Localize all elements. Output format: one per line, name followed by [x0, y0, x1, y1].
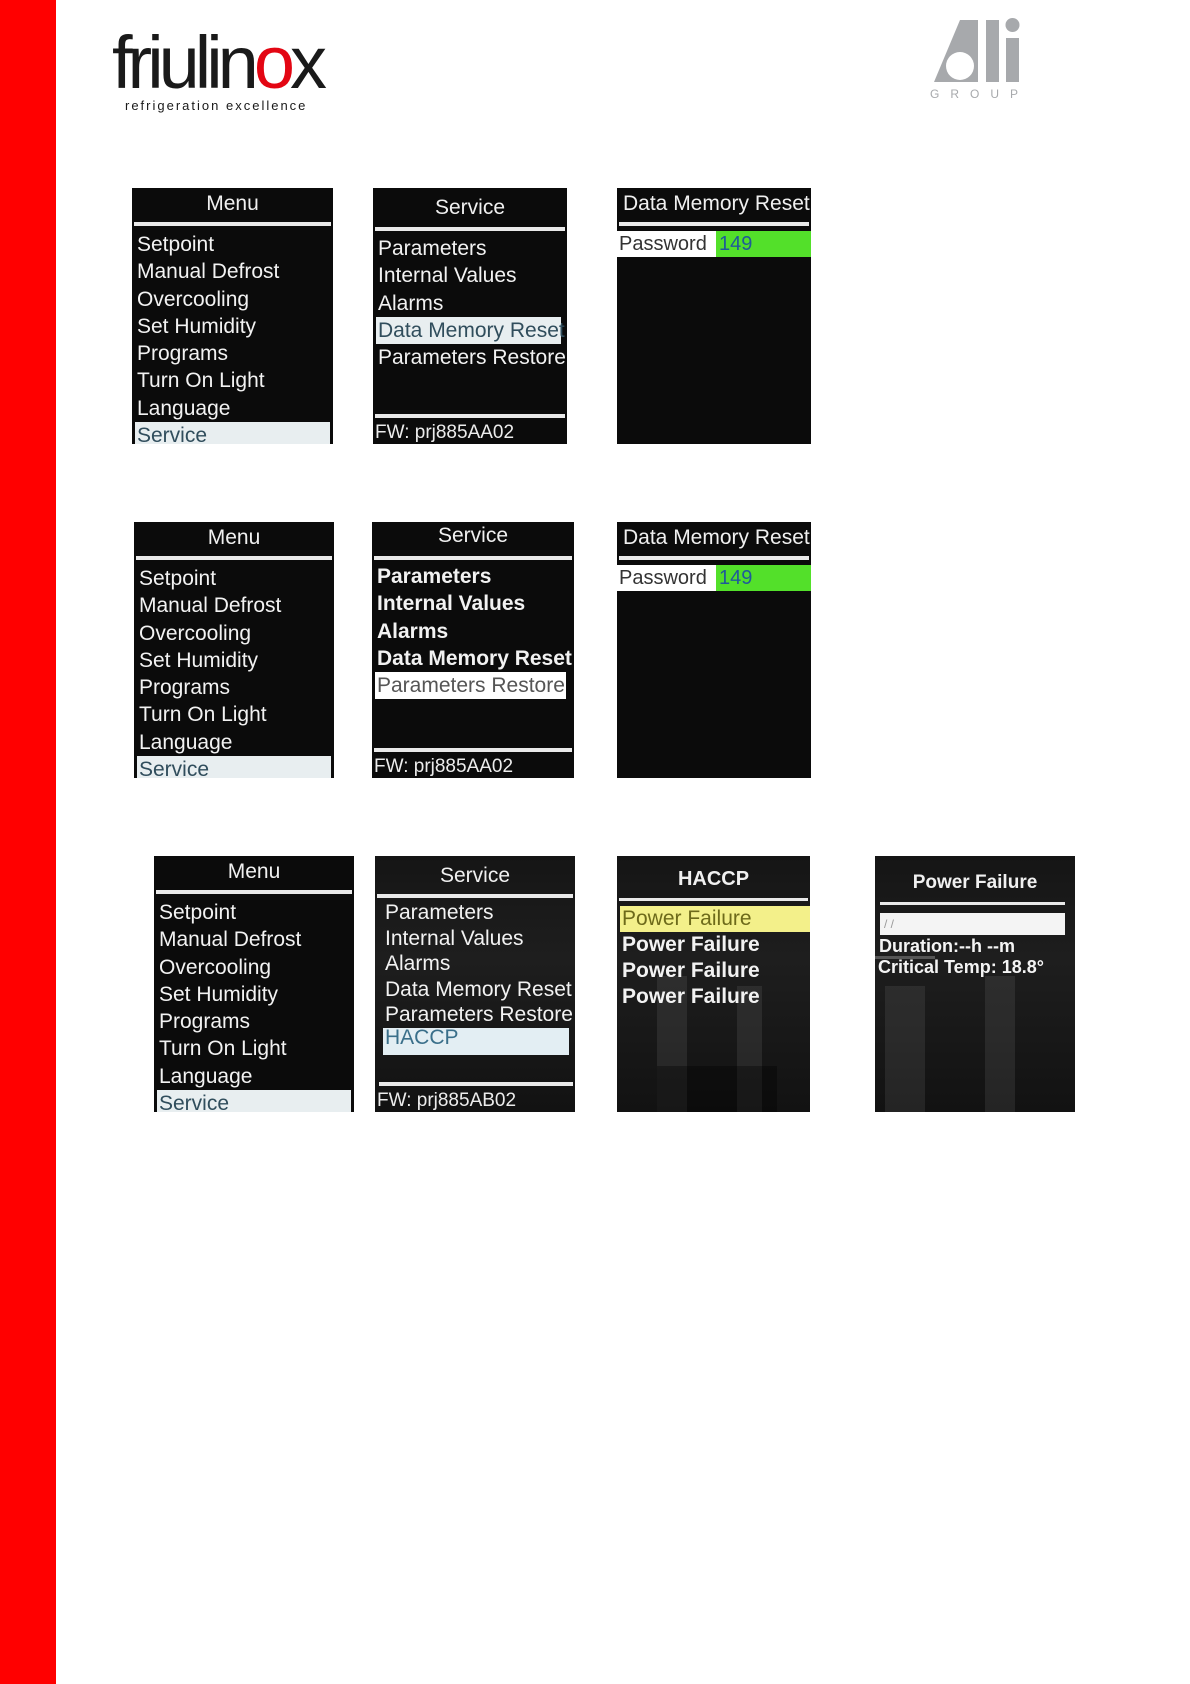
menu-screen-2: [134, 522, 334, 778]
menu-item-turn-on-light[interactable]: Turn On Light: [159, 1037, 287, 1061]
menu-screen-1: [132, 188, 333, 444]
service-screen-2: [372, 522, 574, 778]
service-item-internal-values[interactable]: Internal Values: [378, 264, 517, 288]
footer-divider: [379, 1082, 573, 1086]
title-divider: [619, 556, 809, 560]
firmware-label: FW: prj885AB02: [377, 1090, 517, 1111]
service-item-alarms[interactable]: Alarms: [385, 952, 451, 975]
firmware-label: FW: prj885AA02: [374, 756, 514, 777]
service-item-alarms[interactable]: Alarms: [378, 291, 444, 315]
menu-item-service[interactable]: Service: [137, 756, 331, 778]
menu-item-set-humidity[interactable]: Set Humidity: [159, 982, 279, 1006]
haccp-item-power-failure[interactable]: Power Failure: [622, 933, 760, 956]
menu-item-language[interactable]: Language: [137, 396, 231, 420]
title-divider: [619, 222, 809, 226]
haccp-screen: [617, 856, 810, 1112]
password-label: Password: [617, 231, 716, 257]
menu-item-turn-on-light[interactable]: Turn On Light: [139, 703, 267, 727]
menu-item-service[interactable]: Service: [157, 1090, 351, 1112]
menu-item-set-humidity[interactable]: Set Humidity: [139, 648, 259, 672]
menu-item-overcooling[interactable]: Overcooling: [139, 621, 252, 645]
menu-item-programs[interactable]: Programs: [159, 1010, 251, 1034]
menu-screen-3: [154, 856, 354, 1112]
haccp-item-power-failure[interactable]: Power Failure: [622, 985, 760, 1008]
power-failure-title: Power Failure: [912, 872, 1038, 893]
menu-item-language[interactable]: Language: [139, 730, 233, 754]
service-item-parameters-restore[interactable]: Parameters Restore: [385, 1003, 573, 1026]
service-list: [376, 235, 566, 371]
service-item-parameters[interactable]: Parameters: [385, 901, 494, 924]
service-list: [383, 900, 573, 1055]
menu-list: [137, 565, 331, 778]
menu-item-programs[interactable]: Programs: [139, 676, 231, 700]
menu-title: Menu: [206, 192, 259, 215]
data-memory-reset-screen-2: [617, 522, 811, 778]
menu-item-manual-defrost[interactable]: Manual Defrost: [137, 260, 280, 284]
menu-item-set-humidity[interactable]: Set Humidity: [137, 314, 257, 338]
title-divider: [377, 894, 573, 898]
date-field: / /: [880, 913, 1065, 935]
service-title: Service: [439, 864, 511, 887]
service-item-internal-values[interactable]: Internal Values: [385, 926, 524, 950]
password-input[interactable]: 149: [716, 231, 811, 257]
logo-wordmark: friulinox: [112, 21, 322, 104]
haccp-item-power-failure[interactable]: Power Failure: [622, 959, 760, 982]
service-screen-1: [373, 188, 567, 444]
menu-list: [157, 899, 351, 1112]
data-memory-reset-screen-1: [617, 188, 811, 444]
password-label: Password: [617, 565, 716, 591]
service-screen-3: [375, 856, 575, 1112]
menu-item-overcooling[interactable]: Overcooling: [159, 955, 272, 979]
menu-title: Menu: [227, 860, 281, 883]
service-title: Service: [437, 524, 509, 547]
svg-text:GROUP: GROUP: [930, 87, 1030, 101]
service-item-parameters[interactable]: Parameters: [377, 565, 492, 588]
service-item-data-memory-reset[interactable]: Data Memory Reset: [385, 977, 572, 1001]
title-divider: [374, 556, 572, 560]
haccp-item-power-failure[interactable]: Power Failure: [620, 906, 810, 932]
reset-title: Data Memory Reset: [623, 526, 810, 549]
service-item-alarms[interactable]: Alarms: [377, 619, 449, 643]
title-divider: [619, 898, 808, 901]
password-input[interactable]: 149: [716, 565, 811, 591]
menu-item-setpoint[interactable]: Setpoint: [139, 567, 217, 590]
menu-title: Menu: [207, 526, 261, 549]
service-item-data-memory-reset[interactable]: Data Memory Reset: [376, 317, 561, 344]
menu-item-setpoint[interactable]: Setpoint: [159, 901, 237, 924]
duration-value: Duration:--h --m: [879, 936, 1015, 956]
menu-item-overcooling[interactable]: Overcooling: [137, 287, 250, 311]
friulinox-logo: [112, 21, 352, 118]
footer-divider: [375, 414, 565, 418]
menu-item-setpoint[interactable]: Setpoint: [137, 233, 215, 256]
menu-item-manual-defrost[interactable]: Manual Defrost: [159, 928, 302, 952]
red-side-bar: [0, 0, 56, 1684]
password-row[interactable]: [617, 565, 811, 591]
power-failure-screen: [875, 856, 1075, 1112]
title-divider: [134, 222, 331, 226]
haccp-title: HACCP: [677, 868, 750, 890]
service-item-data-memory-reset[interactable]: Data Memory Reset: [377, 646, 572, 670]
menu-item-language[interactable]: Language: [159, 1064, 253, 1088]
service-item-parameters-restore[interactable]: Parameters Restore: [375, 672, 566, 699]
service-item-haccp[interactable]: HACCP: [383, 1028, 569, 1055]
haccp-list: [620, 906, 810, 1010]
firmware-label: FW: prj885AA02: [375, 422, 515, 443]
ali-group-logo-mark: [928, 16, 1038, 102]
service-list: [375, 563, 572, 699]
critical-temp-value: Critical Temp: 18.8°: [878, 957, 1044, 977]
ali-group-logo: [928, 16, 1038, 102]
reset-title: Data Memory Reset: [623, 192, 810, 215]
footer-divider: [374, 748, 572, 752]
title-divider: [136, 556, 332, 560]
menu-item-programs[interactable]: Programs: [137, 342, 229, 366]
menu-item-service[interactable]: Service: [135, 422, 330, 444]
service-item-parameters-restore[interactable]: Parameters Restore: [378, 346, 566, 370]
title-divider: [375, 227, 565, 231]
logo-tagline: refrigeration excellence: [125, 98, 308, 113]
service-item-parameters[interactable]: Parameters: [378, 237, 487, 260]
service-item-internal-values[interactable]: Internal Values: [377, 592, 526, 616]
title-divider: [880, 902, 1065, 905]
password-row[interactable]: [617, 231, 811, 257]
menu-item-turn-on-light[interactable]: Turn On Light: [137, 369, 265, 393]
menu-item-manual-defrost[interactable]: Manual Defrost: [139, 594, 282, 618]
service-title: Service: [434, 196, 506, 219]
title-divider: [156, 890, 352, 894]
menu-list: [135, 231, 330, 444]
